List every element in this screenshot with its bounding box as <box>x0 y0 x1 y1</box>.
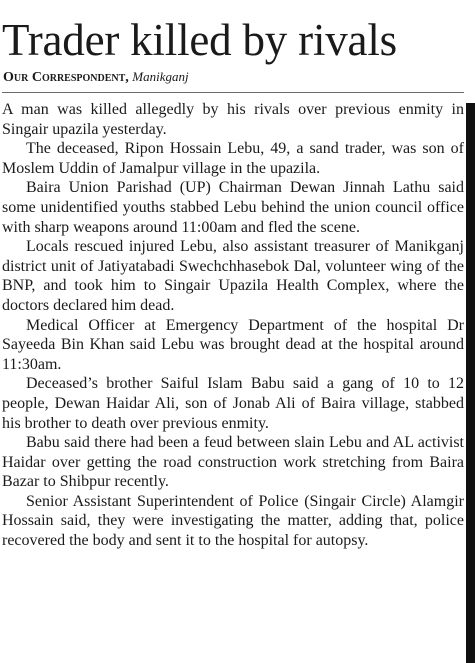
byline-author: Our Correspondent, <box>3 70 129 85</box>
paragraph-1: A man was killed allegedly by his rivals over previous enmity in Singair upazila yesterday. <box>2 101 464 138</box>
paragraph-7: Babu said there had been a feud between slain Lebu and AL activist Haidar over getting the road construction work stretching from Baira Bazar to Shibpur recently. <box>2 434 464 491</box>
paragraph-5: Medical Officer at Emergency Department of the hospital Dr Sayeeda Bin Khan said Lebu was brought dead at the hospital around 11:30am. <box>2 316 464 373</box>
article-body <box>2 100 464 551</box>
byline <box>3 68 189 87</box>
paragraph-8: Senior Assistant Superintendent of Police (Singair Circle) Alamgir Hossain said, they were investigating the matter, adding that, police recovered the body and sent it to the hospital for autopsy. <box>2 492 464 550</box>
paragraph-4: Locals rescued injured Lebu, also assistant treasurer of Manikganj district unit of Jatiyatabadi Swechchhasebok Dal, volunteer wing of the BNP, and took him to Singair Upazila Health Complex, where the doctors declared him dead. <box>2 238 464 314</box>
paragraph-6: Deceased’s brother Saiful Islam Babu said a gang of 10 to 12 people, Dewan Haidar Ali, son of Jonab Ali of Baira village, stabbed his brother to death over previous enmity. <box>2 375 464 432</box>
column-edge-bar <box>466 103 475 663</box>
paragraph-3: Baira Union Parishad (UP) Chairman Dewan Jinnah Lathu said some unidentified youths stabbed Lebu behind the union council office with sharp weapons around 11:00am and fled the scene. <box>2 179 464 236</box>
byline-location: Manikganj <box>132 69 189 84</box>
paragraph-2: The deceased, Ripon Hossain Lebu, 49, a sand trader, was son of Moslem Uddin of Jamalpur village in the upazila. <box>2 140 464 177</box>
headline: Trader killed by rivals <box>2 15 397 65</box>
byline-divider <box>2 92 464 93</box>
